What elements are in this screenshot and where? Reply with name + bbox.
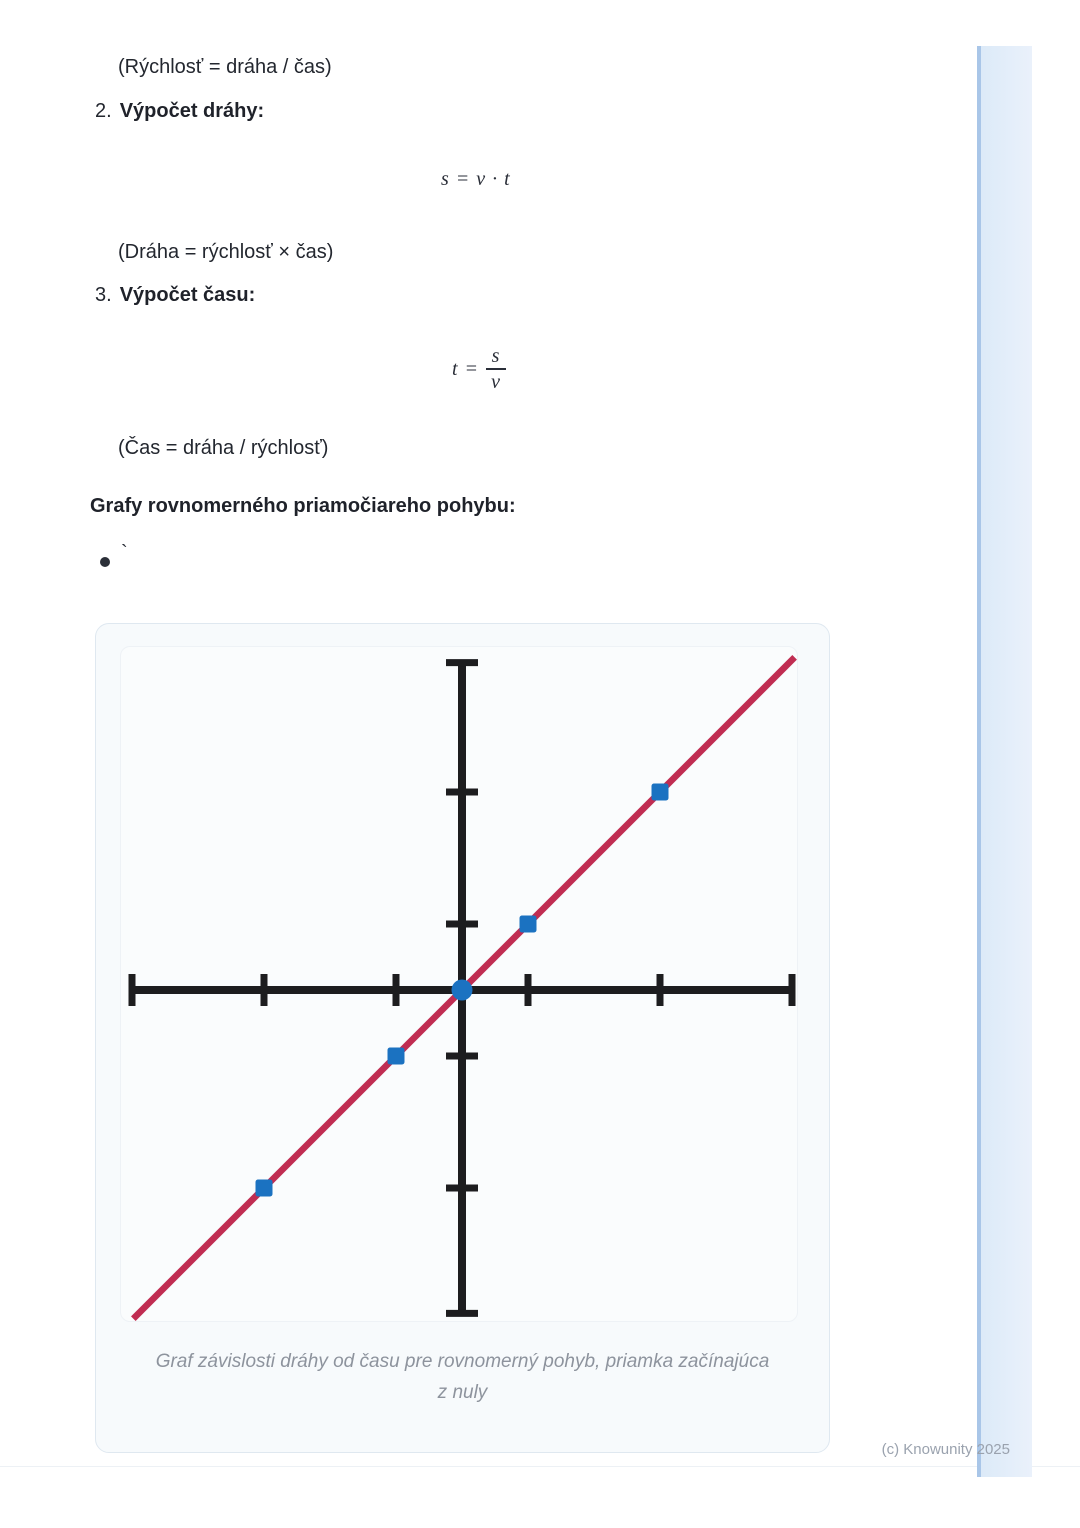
bullet-icon bbox=[100, 557, 110, 567]
bullet-text: ` bbox=[121, 542, 128, 564]
page-divider bbox=[0, 1466, 1080, 1467]
figure-caption-line2: z nuly bbox=[437, 1382, 488, 1403]
formula-time-denominator: v bbox=[491, 371, 501, 393]
motion-graph-svg bbox=[121, 647, 798, 1322]
list-item-2 bbox=[95, 99, 264, 123]
list-item-3-number: 3. bbox=[95, 284, 112, 306]
formula-time-fraction bbox=[486, 346, 506, 392]
formula-time bbox=[452, 346, 506, 392]
formula-time-numerator: s bbox=[491, 345, 501, 367]
fraction-bar bbox=[486, 368, 506, 370]
note-distance: (Dráha = rýchlosť × čas) bbox=[118, 241, 334, 263]
figure-card bbox=[95, 623, 830, 1453]
list-item-2-title: Výpočet dráhy: bbox=[119, 100, 265, 122]
figure-caption-line1: Graf závislosti dráhy od času pre rovnomerný pohyb, priamka začínajúca bbox=[155, 1351, 770, 1372]
right-blue-bar bbox=[977, 46, 1032, 1477]
list-item-2-number: 2. bbox=[95, 100, 112, 122]
note-speed: (Rýchlosť = dráha / čas) bbox=[118, 56, 332, 78]
formula-time-lhs: t = bbox=[452, 357, 480, 380]
list-item-3 bbox=[95, 283, 255, 307]
figure-caption bbox=[96, 1346, 829, 1408]
list-item-3-title: Výpočet času: bbox=[119, 284, 256, 306]
section-heading: Grafy rovnomerného priamočiareho pohybu: bbox=[90, 495, 516, 517]
copyright-watermark: (c) Knowunity 2025 bbox=[881, 1441, 1010, 1458]
note-time: (Čas = dráha / rýchlosť) bbox=[118, 437, 329, 459]
graph-panel bbox=[120, 646, 798, 1322]
formula-distance: s = v · t bbox=[441, 168, 511, 190]
